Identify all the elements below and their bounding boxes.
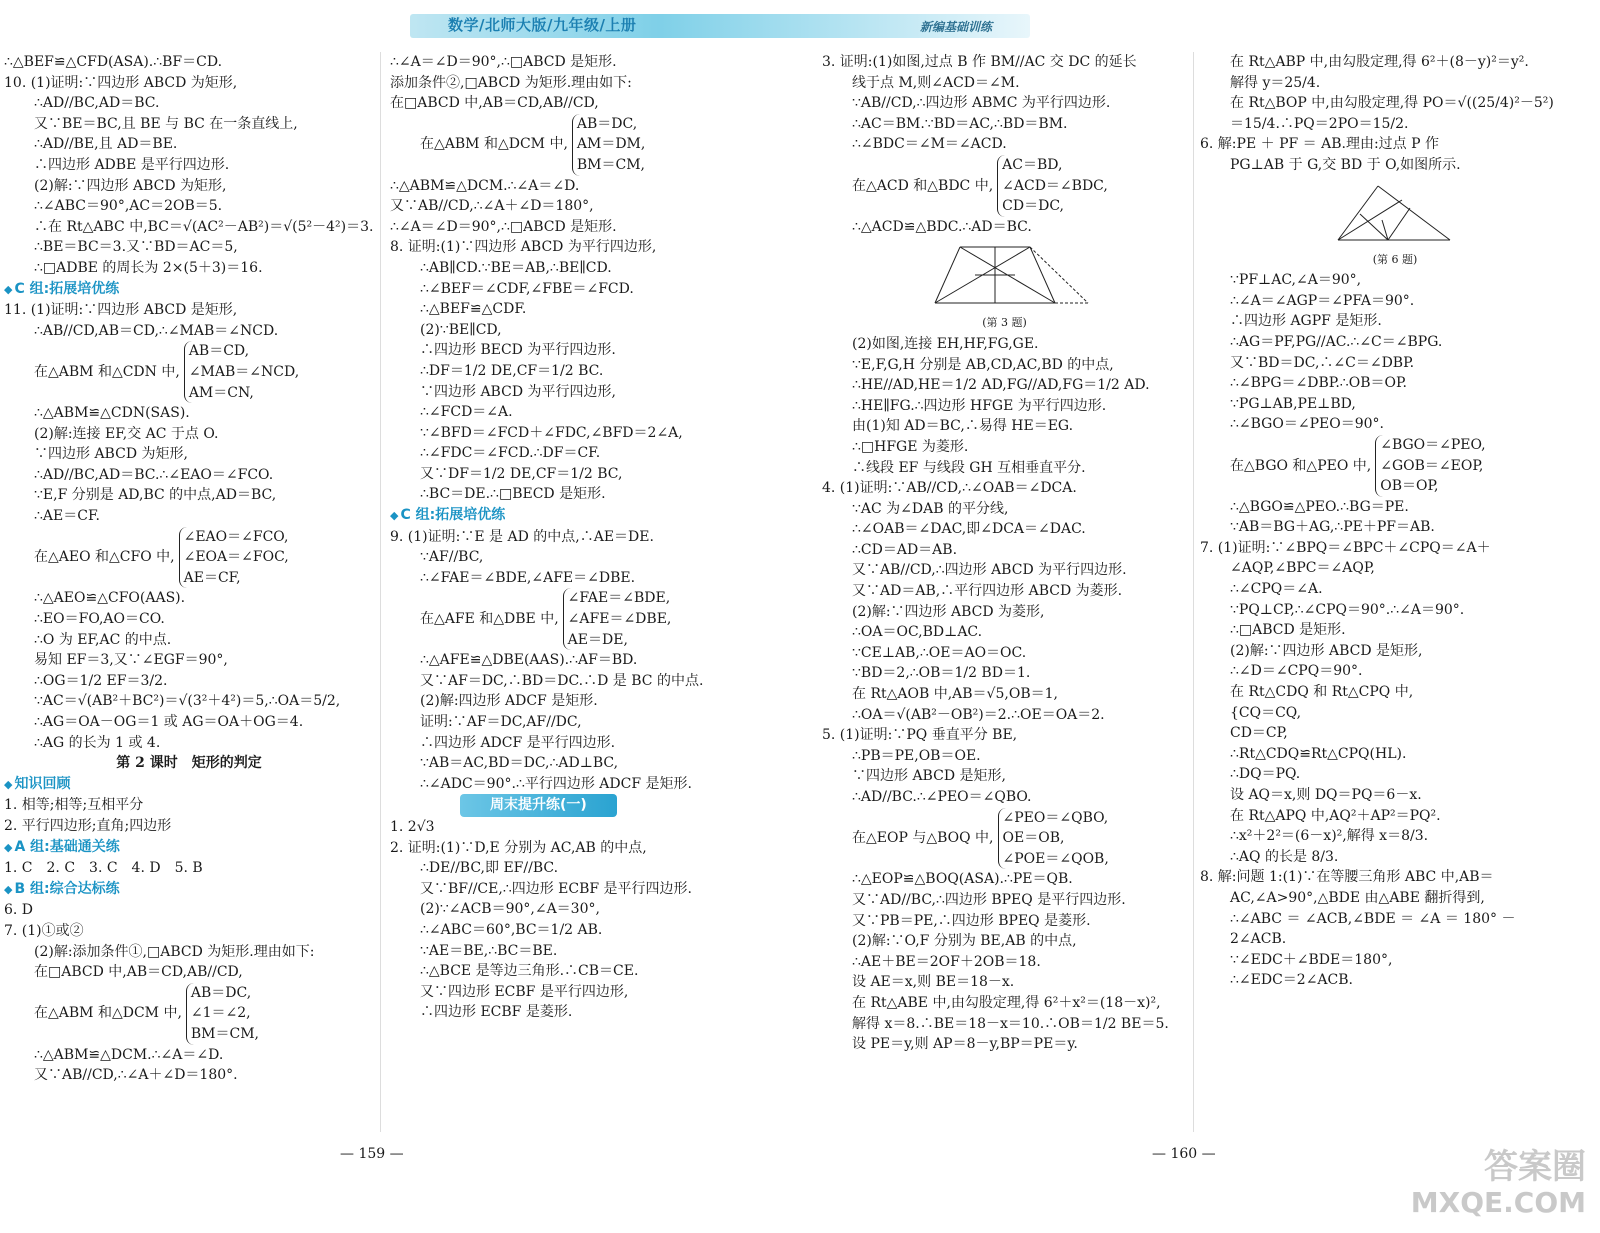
- page-number-right: — 160 —: [1152, 1146, 1216, 1162]
- answer-line: ∴∠ADC＝90°.∴平行四边形 ADCF 是矩形.: [420, 775, 692, 792]
- section-heading-text: C 组:拓展培优练: [400, 507, 506, 524]
- answer-line: 又∵AF＝DC,∴BD＝DC.∴D 是 BC 的中点.: [420, 672, 704, 689]
- answer-line: ∴HE//AD,HE＝1/2 AD,FG//AD,FG＝1/2 AD.: [852, 377, 1150, 394]
- brace-rows: [563, 588, 672, 650]
- answer-line: ∴∠A＝∠AGP＝∠PFA＝90°.: [1230, 292, 1415, 309]
- answer-line: CD＝CP,: [1230, 725, 1288, 742]
- answer-line: ∴AG 的长为 1 或 4.: [34, 734, 161, 751]
- answer-line: ∵AF//BC,: [420, 549, 484, 566]
- answer-line: 又∵AB//CD,∴∠A＋∠D＝180°,: [390, 198, 594, 215]
- brace-row: ∠EAO＝∠FCO,: [183, 528, 289, 545]
- watermark-cn: 答案圈: [1484, 1147, 1586, 1187]
- answer-line: ∴AC＝BM.∵BD＝AC,∴BD＝BM.: [852, 115, 1068, 132]
- answer-line: (2)解:∵O,F 分别为 BE,AB 的中点,: [852, 933, 1077, 950]
- answer-line: 3. 证明:(1)如图,过点 B 作 BM//AC 交 DC 的延长: [822, 54, 1137, 70]
- answer-line: ∴∠FAE＝∠BDE,∠AFE＝∠DBE.: [420, 569, 636, 586]
- answer-line: 在 Rt△ABP 中,由勾股定理,得 6²＋(8－y)²＝y².: [1230, 54, 1529, 70]
- figure-problem-3: [920, 239, 1090, 311]
- answer-line: (2)∵BE∥CD,: [420, 321, 502, 338]
- brace-row: CD＝DC,: [1002, 198, 1064, 215]
- brace-row: ∠FAE＝∠BDE,: [567, 590, 671, 607]
- answer-line: ∴△ABM≌△DCM.∴∠A＝∠D.: [390, 177, 580, 194]
- section-heading: [4, 837, 374, 859]
- answer-line: 又∵四边形 ECBF 是平行四边形,: [420, 983, 629, 1000]
- brace-row: ∠GOB＝∠EOP,: [1380, 457, 1484, 474]
- answer-line: 1. 相等;相等;互相平分: [4, 797, 144, 814]
- answer-line: ∴△ACD≌△BDC.∴AD＝BC.: [852, 218, 1032, 235]
- answer-line: ∴AG＝PF,PG//AC.∴∠C＝∠BPG.: [1230, 333, 1443, 350]
- brace-block: [4, 341, 374, 403]
- answer-line: ∴∠BPG＝∠DBP.∴OB＝OP.: [1230, 375, 1407, 392]
- answer-line: ∵AB//CD,∴四边形 ABMC 为平行四边形.: [852, 95, 1111, 112]
- answer-line: ∵BD＝2,∴OB＝1/2 BD＝1.: [852, 665, 1031, 682]
- column-divider: [380, 52, 381, 1132]
- answer-line: ∴△ABM≌△CDN(SAS).: [34, 405, 190, 422]
- answer-line: 又∵AD//BC,∴四边形 BPEQ 是平行四边形.: [852, 891, 1126, 908]
- brace-rows: [1375, 435, 1485, 497]
- answer-line: (2)解:连接 EF,交 AC 于点 O.: [34, 425, 219, 442]
- book-title: 数学/北师大版/九年级/上册: [448, 16, 637, 34]
- answer-line: 又∵BF//CE,∴四边形 ECBF 是平行四边形.: [420, 880, 693, 897]
- answer-line: ∴PB＝PE,OB＝OE.: [852, 747, 981, 764]
- answer-line: ∴∠FCD＝∠A.: [420, 404, 513, 421]
- figure-line: [1388, 208, 1410, 240]
- answer-line: ∴HE∥FG.∴四边形 HFGE 为平行四边形.: [852, 397, 1107, 414]
- answer-line: {CQ＝CQ,: [1230, 704, 1302, 721]
- answer-line: ∴∠ABC＝90°,AC＝2OB＝5.: [34, 198, 223, 215]
- series-brand: 新编基础训练: [920, 20, 993, 34]
- brace-lead: 在△ABM 和△CDN 中,: [34, 363, 180, 380]
- answer-line: 在 Rt△AOB 中,AB＝√5,OB＝1,: [852, 686, 1058, 703]
- brace-row: ∠AFE＝∠DBE,: [567, 611, 672, 628]
- answer-line: (2)解:∵四边形 ABCD 为菱形,: [852, 603, 1045, 620]
- brace-block: [822, 808, 1187, 870]
- answer-line: ∴四边形 ECBF 是菱形.: [420, 1004, 573, 1021]
- figure-line: [1378, 186, 1450, 240]
- brace-row: ∠BGO＝∠PEO,: [1380, 436, 1486, 453]
- brace-row: BM＝CM,: [190, 1025, 260, 1042]
- answer-line: ∵∠EDC＋∠BDE＝180°,: [1230, 951, 1393, 968]
- answer-line: ∴DF＝1/2 DE,CF＝1/2 BC.: [420, 362, 604, 379]
- answer-line: ∵四边形 ABCD 为平行四边形,: [420, 383, 616, 400]
- answer-line: ∵PQ⊥CP,∴∠CPQ＝90°.∴∠A＝90°.: [1230, 601, 1465, 618]
- section-heading-text: 知识回顾: [14, 775, 71, 792]
- answer-line: 在□ABCD 中,AB＝CD,AB//CD,: [34, 964, 243, 981]
- brace-row: AM＝CN,: [188, 384, 254, 401]
- brace-row: AM＝DM,: [576, 136, 646, 153]
- answer-line: ∴DE//BC,即 EF//BC.: [420, 860, 559, 877]
- section-heading: [4, 774, 374, 796]
- answer-line: (2)解:四边形 ADCF 是矩形.: [420, 693, 598, 710]
- answer-column-1: [4, 52, 374, 1086]
- diamond-icon: ◆: [4, 840, 13, 854]
- answer-line: 易知 EF＝3,又∵∠EGF＝90°,: [34, 652, 228, 669]
- answer-line: ∴△BGO≌△PEO.∴BG＝PE.: [1230, 498, 1409, 515]
- brace-lead: 在△BGO 和△PEO 中,: [1230, 457, 1372, 474]
- answer-line: ∵AB＝BG＋AG,∴PE＋PF＝AB.: [1230, 519, 1435, 536]
- answer-line: ∴CD＝AD＝AB.: [852, 541, 958, 558]
- answer-line: (2)解:∵四边形 ABCD 是矩形,: [1230, 642, 1423, 659]
- section-heading: [4, 879, 374, 901]
- answer-line: 在□ABCD 中,AB＝CD,AB//CD,: [390, 95, 599, 112]
- brace-rows: [184, 341, 299, 403]
- figure-caption: (第 3 题): [982, 316, 1027, 330]
- answer-line: (2)∵∠ACB＝90°,∠A＝30°,: [420, 901, 600, 918]
- answer-line: ∴线段 EF 与线段 GH 互相垂直平分.: [852, 459, 1086, 476]
- lesson-subheading: 第 2 课时 矩形的判定: [116, 755, 262, 772]
- answer-column-4: [1200, 52, 1590, 991]
- page-number-left: — 159 —: [340, 1146, 404, 1162]
- answer-line: ∵AC 为∠DAB 的平分线,: [852, 500, 1009, 517]
- answer-line: ∴DQ＝PQ.: [1230, 766, 1301, 783]
- watermark-en: MXQE.COM: [1410, 1186, 1586, 1219]
- answer-line: ∠AQP,∠BPC＝∠AQP,: [1230, 560, 1375, 577]
- answer-line: ∵E,F 分别是 AD,BC 的中点,AD＝BC,: [34, 487, 277, 504]
- section-badge: 周末提升练(一): [460, 794, 617, 817]
- figure-problem-6: [1330, 178, 1460, 248]
- answer-column-2: [390, 52, 765, 1023]
- brace-row: AE＝DE,: [567, 631, 628, 648]
- section-heading-text: C 组:拓展培优练: [14, 280, 120, 297]
- answer-line: 又∵AD＝AB,∴平行四边形 ABCD 为菱形.: [852, 583, 1123, 600]
- answer-line: ∴OG＝1/2 EF＝3/2.: [34, 672, 168, 689]
- brace-rows: [998, 808, 1109, 870]
- brace-row: ∠ACD＝∠BDC,: [1002, 177, 1108, 194]
- brace-block: [390, 588, 765, 650]
- answer-line: 9. (1)证明:∵E 是 AD 的中点,∴AE＝DE.: [390, 528, 654, 545]
- brace-lead: 在△ACD 和△BDC 中,: [852, 177, 994, 194]
- brace-block: [4, 527, 374, 589]
- answer-line: ＝15/4.∴PQ＝2PO＝15/2.: [1230, 115, 1409, 132]
- answer-line: ∴□ABCD 是矩形.: [1230, 622, 1346, 639]
- answer-line: 在 Rt△BOP 中,由勾股定理,得 PO＝√((25/4)²－5²): [1230, 95, 1554, 112]
- answer-line: ∴□ADBE 的周长为 2×(5＋3)＝16.: [34, 259, 263, 276]
- brace-row: AB＝DC,: [190, 984, 252, 1001]
- answer-line: AC,∠A>90°,△BDE 由△ABE 翻折得到,: [1230, 889, 1485, 906]
- answer-line: ∴AD//BE,且 AD＝BE.: [34, 136, 178, 153]
- answer-line: ∴Rt△CDQ≌Rt△CPQ(HL).: [1230, 745, 1407, 762]
- answer-line: ∴EO＝FO,AO＝CO.: [34, 611, 165, 628]
- answer-line: 6. D: [4, 902, 34, 919]
- answer-line: ∴OA＝√(AB²－OB²)＝2.∴OE＝OA＝2.: [852, 706, 1105, 723]
- brace-row: AB＝CD,: [188, 343, 250, 360]
- answer-line: ∴△BEF≌△CDF.: [420, 301, 527, 318]
- answer-line: ∵E,F,G,H 分别是 AB,CD,AC,BD 的中点,: [852, 356, 1114, 373]
- answer-line: ∴∠A＝∠D＝90°,∴□ABCD 是矩形.: [390, 54, 617, 70]
- diamond-icon: ◆: [390, 509, 399, 523]
- figure-caption: (第 6 题): [1372, 252, 1418, 266]
- column-divider: [1193, 52, 1194, 1132]
- brace-row: BM＝CM,: [576, 156, 646, 173]
- figure-line: [1030, 247, 1088, 303]
- answer-line: ∴∠FDC＝∠FCD.∴DF＝CF.: [420, 445, 601, 462]
- answer-line: ∴∠D＝∠CPQ＝90°.: [1230, 663, 1363, 680]
- answer-line: 设 PE＝y,则 AP＝8－y,BP＝PE＝y.: [852, 1036, 1078, 1053]
- answer-line: ∴∠OAB＝∠DAC,即∠DCA＝∠DAC.: [852, 521, 1086, 538]
- brace-row: ∠MAB＝∠NCD,: [188, 363, 300, 380]
- answer-line: ∴AG＝OA－OG＝1 或 AG＝OA＋OG＝4.: [34, 714, 304, 730]
- answer-line: 证明:∵AF＝DC,AF//DC,: [420, 714, 582, 730]
- answer-line: ∴∠BGO＝∠PEO＝90°.: [1230, 416, 1384, 433]
- answer-line: 又∵AB//CD,∴四边形 ABCD 为平行四边形.: [852, 562, 1127, 579]
- answer-line: ∴AE＝CF.: [34, 508, 100, 525]
- answer-line: 添加条件②,□ABCD 为矩形.理由如下:: [390, 74, 632, 91]
- brace-block: [822, 155, 1187, 217]
- answer-line: ∴O 为 EF,AC 的中点.: [34, 631, 172, 648]
- answer-line: ∴∠BEF＝∠CDF,∠FBE＝∠FCD.: [420, 280, 634, 297]
- diamond-icon: ◆: [4, 777, 13, 791]
- answer-line: ∴△BEF≌△CFD(ASA).∴BF＝CD.: [4, 54, 223, 70]
- answer-line: ∴四边形 AGPF 是矩形.: [1230, 313, 1382, 330]
- brace-row: ∠EOA＝∠FOC,: [183, 549, 289, 566]
- answer-line: PG⊥AB 于 G,交 BD 于 O,如图所示.: [1230, 156, 1461, 173]
- answer-line: ∴∠A＝∠D＝90°,∴□ABCD 是矩形.: [390, 218, 617, 235]
- answer-line: 在 Rt△ABE 中,由勾股定理,得 6²＋x²＝(18－x)²,: [852, 994, 1161, 1011]
- answer-line: (2)解:添加条件①,□ABCD 为矩形.理由如下:: [34, 943, 315, 960]
- brace-row: AB＝DC,: [576, 115, 638, 132]
- answer-line: 8. 解:问题 1:(1)∵在等腰三角形 ABC 中,AB＝: [1200, 869, 1494, 886]
- answer-line: 1. C 2. C 3. C 4. D 5. B: [4, 860, 203, 877]
- brace-block: [4, 983, 374, 1045]
- answer-line: 7. (1)证明:∵∠BPQ＝∠BPC＋∠CPQ＝∠A＋: [1200, 539, 1491, 556]
- brace-rows: [179, 527, 289, 589]
- brace-lead: 在△AFE 和△DBE 中,: [420, 611, 559, 628]
- answer-line: ∵CE⊥AB,∴OE＝AO＝OC.: [852, 644, 1027, 661]
- section-heading-text: B 组:综合达标练: [14, 880, 120, 897]
- answer-line: 8. 证明:(1)∵四边形 ABCD 为平行四边形,: [390, 239, 657, 256]
- answer-line: 5. (1)证明:∵PQ 垂直平分 BE,: [822, 727, 1018, 744]
- answer-line: ∴∠BDC＝∠M＝∠ACD.: [852, 136, 1007, 153]
- answer-line: ∵四边形 ABCD 为矩形,: [34, 446, 188, 463]
- answer-line: 解得 x＝8.∴BE＝18－x＝10.∴OB＝1/2 BE＝5.: [852, 1015, 1169, 1032]
- answer-line: ∴x²＋2²＝(6－x)²,解得 x＝8/3.: [1230, 828, 1429, 845]
- brace-lead: 在△AEO 和△CFO 中,: [34, 549, 175, 566]
- answer-line: 7. (1)①或②: [4, 922, 84, 939]
- section-heading-text: A 组:基础通关练: [14, 838, 120, 855]
- answer-line: ∴AD//BC,AD＝BC.∴∠EAO＝∠FCO.: [34, 466, 274, 483]
- brace-rows: [572, 114, 645, 176]
- answer-line: 2. 证明:(1)∵D,E 分别为 AC,AB 的中点,: [390, 839, 647, 856]
- answer-line: ∴∠ABC ＝ ∠ACB,∠BDE ＝ ∠A ＝ 180° －: [1230, 910, 1516, 927]
- answer-line: ∴BC＝DE.∴□BECD 是矩形.: [420, 486, 606, 503]
- answer-line: 线于点 M,则∠ACD＝∠M.: [852, 74, 1020, 91]
- answer-line: ∴AD//BC.∴∠PEO＝∠QBO.: [852, 789, 1032, 805]
- answer-line: ∴四边形 ADCF 是平行四边形.: [420, 734, 616, 751]
- answer-line: 又∵BD＝DC,∴∠C＝∠DBP.: [1230, 354, 1415, 371]
- answer-line: ∴∠EDC＝2∠ACB.: [1230, 972, 1353, 989]
- brace-row: AC＝BD,: [1002, 156, 1063, 173]
- page-header: [410, 14, 1030, 38]
- answer-line: ∴∠ABC＝60°,BC＝1/2 AB.: [420, 921, 603, 938]
- answer-line: 6. 解:PE ＋ PF ＝ AB.理由:过点 P 作: [1200, 136, 1439, 153]
- answer-line: ∴∠CPQ＝∠A.: [1230, 581, 1323, 598]
- answer-line: 设 AE＝x,则 BE＝18－x.: [852, 974, 1015, 991]
- answer-line: ∴AD//BC,AD＝BC.: [34, 95, 160, 112]
- figure-block: [1200, 178, 1590, 271]
- brace-rows: [186, 983, 259, 1045]
- answer-line: ∵AE＝BE,∴BC＝BE.: [420, 942, 558, 959]
- answer-column-3: [822, 52, 1187, 1055]
- answer-line: 解得 y＝25/4.: [1230, 74, 1321, 91]
- section-heading: [390, 505, 765, 527]
- answer-line: 在 Rt△APQ 中,AQ²＋AP²＝PQ².: [1230, 807, 1441, 824]
- answer-line: ∴△EOP≌△BOQ(ASA).∴PE＝QB.: [852, 871, 1073, 888]
- answer-line: 又∵AB//CD,∴∠A＋∠D＝180°.: [34, 1067, 238, 1084]
- answer-line: ∴AQ 的长是 8/3.: [1230, 848, 1339, 865]
- answer-line: 1. 2√3: [390, 818, 435, 835]
- answer-line: 又∵BE＝BC,且 BE 与 BC 在一条直线上,: [34, 115, 298, 132]
- answer-line: ∴AE＋BE＝2OF＋2OB＝18.: [852, 953, 1041, 970]
- brace-row: ∠PEO＝∠QBO,: [1002, 809, 1109, 826]
- answer-line: ∵∠BFD＝∠FCD＋∠FDC,∠BFD＝2∠A,: [420, 424, 683, 441]
- answer-line: ∵PG⊥AB,PE⊥BD,: [1230, 395, 1356, 412]
- answer-line: 又∵DF＝1/2 DE,CF＝1/2 BC,: [420, 465, 623, 482]
- answer-line: ∵四边形 ABCD 是矩形,: [852, 768, 1006, 785]
- answer-line: 2∠ACB.: [1230, 931, 1287, 948]
- answer-line: ∴AB//CD,AB＝CD,∴∠MAB＝∠NCD.: [34, 322, 279, 339]
- answer-line: ∵AC＝√(AB²＋BC²)＝√(3²＋4²)＝5,∴OA＝5/2,: [34, 693, 341, 710]
- answer-line: (2)如图,连接 EH,HF,FG,GE.: [852, 335, 1039, 352]
- answer-line: ∵AB＝AC,BD＝DC,∴AD⊥BC,: [420, 755, 619, 772]
- brace-row: OB＝OP,: [1380, 478, 1439, 495]
- brace-row: AE＝CF,: [183, 569, 241, 586]
- answer-line: 在 Rt△CDQ 和 Rt△CPQ 中,: [1230, 684, 1414, 701]
- answer-line: ∴△AFE≌△DBE(AAS).∴AF＝BD.: [420, 652, 638, 669]
- answer-line: 设 AQ＝x,则 DQ＝PQ＝6－x.: [1230, 787, 1422, 803]
- answer-line: ∴BE＝BC＝3.又∵BD＝AC＝5,: [34, 239, 238, 256]
- answer-line: (2)解:∵四边形 ABCD 为矩形,: [34, 177, 227, 194]
- figure-line: [935, 247, 960, 303]
- answer-line: 4. (1)证明:∵AB//CD,∴∠OAB＝∠DCA.: [822, 480, 1077, 497]
- brace-lead: 在△ABM 和△DCM 中,: [420, 136, 568, 153]
- answer-line: ∵PF⊥AC,∠A＝90°,: [1230, 272, 1362, 289]
- figure-block: [822, 239, 1187, 334]
- answer-line: ∴四边形 ADBE 是平行四边形.: [34, 156, 230, 173]
- brace-block: [1200, 435, 1590, 497]
- answer-line: ∴△AEO≌△CFO(AAS).: [34, 590, 186, 607]
- section-badge-row: [390, 794, 765, 817]
- answer-line: 11. (1)证明:∵四边形 ABCD 是矩形,: [4, 302, 238, 319]
- brace-row: ∠POE＝∠QOB,: [1002, 850, 1109, 867]
- brace-block: [390, 114, 765, 176]
- watermark: [1411, 1149, 1586, 1221]
- brace-row: ∠1＝∠2,: [190, 1005, 251, 1022]
- brace-row: OE＝OB,: [1002, 830, 1065, 847]
- brace-lead: 在△EOP 与△BOQ 中,: [852, 830, 994, 847]
- answer-line: ∴OA＝OC,BD⊥AC.: [852, 624, 983, 641]
- diamond-icon: ◆: [4, 882, 13, 896]
- answer-line: 又∵PB＝PE,∴四边形 BPEQ 是菱形.: [852, 912, 1091, 929]
- answer-line: ∴△BCE 是等边三角形.∴CB＝CE.: [420, 963, 639, 980]
- brace-rows: [997, 155, 1108, 217]
- figure-line: [1338, 186, 1378, 240]
- answer-line: ∴四边形 BECD 为平行四边形.: [420, 342, 616, 359]
- answer-line: ∴△ABM≌△DCM.∴∠A＝∠D.: [34, 1046, 224, 1063]
- answer-line: 10. (1)证明:∵四边形 ABCD 为矩形,: [4, 74, 238, 91]
- brace-lead: 在△ABM 和△DCM 中,: [34, 1005, 182, 1022]
- answer-line: ∴在 Rt△ABC 中,BC＝√(AC²－AB²)＝√(5²－4²)＝3.: [34, 218, 374, 235]
- figure-line: [1030, 247, 1055, 303]
- answer-line: ∴□HFGE 为菱形.: [852, 438, 969, 455]
- diamond-icon: ◆: [4, 282, 13, 296]
- section-heading: [4, 279, 374, 301]
- answer-line: ∴AB∥CD.∵BE＝AB,∴BE∥CD.: [420, 259, 612, 276]
- answer-line: 2. 平行四边形;直角;四边形: [4, 817, 172, 834]
- answer-line: 由(1)知 AD＝BC,∴易得 HE＝EG.: [852, 418, 1074, 435]
